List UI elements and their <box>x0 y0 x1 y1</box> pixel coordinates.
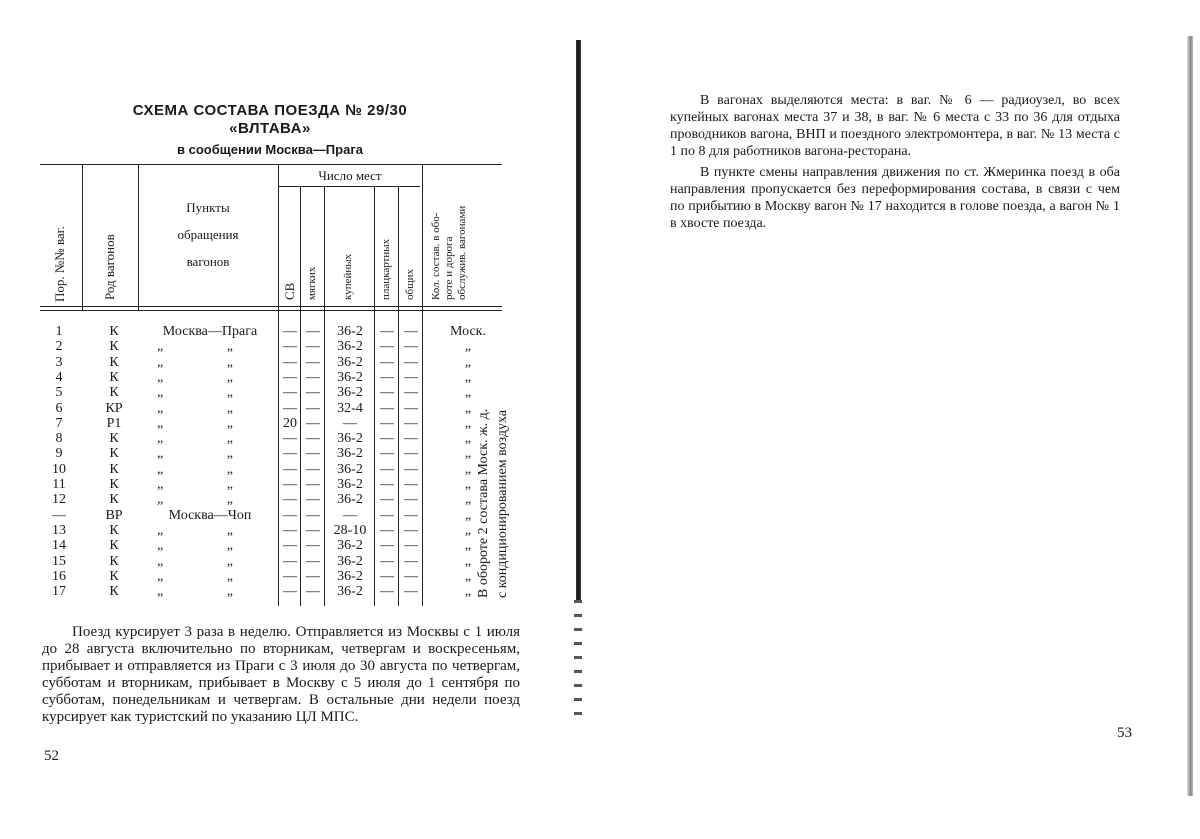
cell-pts: „ „ <box>157 431 263 447</box>
header-bottom-rule <box>40 306 502 307</box>
cell-num: 15 <box>52 553 66 569</box>
cell-pts: „ „ <box>157 354 263 370</box>
cell-pts: „ „ <box>157 400 263 416</box>
table-row <box>40 538 540 553</box>
cell-kupe: — <box>343 415 357 431</box>
cell-pts: „ „ <box>157 584 263 600</box>
table-top-rule <box>40 164 502 165</box>
cell-num: 14 <box>52 538 66 554</box>
cell-note: „ <box>464 400 472 416</box>
cell-sv: 20 <box>283 415 297 431</box>
cell-obsh: — <box>404 431 418 447</box>
cell-pts: Москва—Прага <box>162 324 258 339</box>
cell-type: К <box>109 522 119 538</box>
cell-note: „ <box>464 522 472 538</box>
table-row <box>40 569 540 584</box>
cell-soft: — <box>306 568 320 584</box>
header-obsh: общих <box>404 269 416 300</box>
table-row <box>40 492 540 507</box>
cell-soft: — <box>306 522 320 538</box>
cell-type: К <box>109 339 119 355</box>
left-page <box>0 0 560 839</box>
cell-soft: — <box>306 431 320 447</box>
cell-type: ВР <box>105 507 123 523</box>
cell-sv: — <box>283 446 297 462</box>
cell-kupe: 36-2 <box>337 553 363 569</box>
table-row <box>40 355 540 370</box>
cell-soft: — <box>306 584 320 600</box>
cell-pts: „ „ <box>157 553 263 569</box>
table-row <box>40 401 540 416</box>
header-note-2: роте и дорога <box>443 236 455 300</box>
header-note-3: обслужив. вагонами <box>456 205 468 300</box>
schedule-paragraph: Поезд курсирует 3 раза в неделю. Отправляется из Москвы с 1 июля до 28 августа включительно по вторникам, четвергам и воскресеньям, прибывает и отправляется из Праги с 3 июля до 30 августа по четвергам, субботам и вторникам, прибывает в Москву с 5 июля до 1 сентября по субботам, понедельникам и четвергам. В остальные дни недели поезд курсирует как туристский по указанию ЦЛ МПС. <box>42 624 520 725</box>
cell-plac: — <box>380 415 394 431</box>
cell-pts: „ „ <box>157 415 263 431</box>
seats-allocation-paragraph: В вагонах выделяются места: в ваг. № 6 — радиоузел, во всех купейных вагонах места 37 и 38, в ваг. № 6 места с 33 по 36 для отдыха проводников вагона, ВНП и поездного электромонтера, в ваг. № 13 места с 1 по 8 для работников вагона-ресторана. <box>670 93 1120 159</box>
cell-num: 1 <box>55 324 63 339</box>
cell-plac: — <box>380 354 394 370</box>
cell-num: 7 <box>55 415 63 431</box>
header-points-2: обращения <box>177 227 239 242</box>
cell-type: К <box>109 446 119 462</box>
header-points-1: Пункты <box>186 200 230 215</box>
cell-num: 3 <box>55 354 63 370</box>
cell-plac: — <box>380 324 394 339</box>
cell-num: 2 <box>55 339 63 355</box>
cell-soft: — <box>306 415 320 431</box>
cell-sv: — <box>283 553 297 569</box>
cell-sv: — <box>283 354 297 370</box>
cell-soft: — <box>306 477 320 492</box>
cell-pts: Москва—Чоп <box>168 507 252 523</box>
cell-type: К <box>109 584 119 600</box>
cell-type: К <box>109 461 119 477</box>
cell-note: „ <box>464 507 472 523</box>
cell-type: К <box>109 492 119 508</box>
cell-plac: — <box>380 584 394 600</box>
cell-note: „ <box>464 538 472 554</box>
table-row <box>40 462 540 477</box>
cell-plac: — <box>380 538 394 554</box>
cell-plac: — <box>380 492 394 508</box>
cell-obsh: — <box>404 385 418 401</box>
cell-note: „ <box>464 492 472 508</box>
cell-type: К <box>109 553 119 569</box>
title-line-1: СХЕМА СОСТАВА ПОЕЗДА № 29/30 <box>132 102 408 119</box>
cell-type: К <box>109 324 119 339</box>
cell-sv: — <box>283 507 297 523</box>
cell-obsh: — <box>404 369 418 385</box>
cell-kupe: 36-2 <box>337 477 363 492</box>
cell-kupe: 32-4 <box>337 400 363 416</box>
cell-num: 6 <box>55 400 63 416</box>
cell-pts: „ „ <box>157 446 263 462</box>
cell-type: К <box>109 385 119 401</box>
cell-soft: — <box>306 339 320 355</box>
cell-note: „ <box>464 477 472 492</box>
page-number-right: 53 <box>1117 725 1132 741</box>
table-row <box>40 446 540 461</box>
cell-soft: — <box>306 538 320 554</box>
cell-plac: — <box>380 431 394 447</box>
cell-plac: — <box>380 339 394 355</box>
header-note-1: Кол. состав. в обо- <box>430 212 442 300</box>
cell-soft: — <box>306 446 320 462</box>
table-row <box>40 431 540 446</box>
cell-obsh: — <box>404 461 418 477</box>
cell-plac: — <box>380 446 394 462</box>
header-soft: мягких <box>306 266 318 300</box>
cell-pts: „ „ <box>157 369 263 385</box>
cell-type: К <box>109 431 119 447</box>
col-rule-1 <box>82 164 83 310</box>
cell-pts: „ „ <box>157 522 263 538</box>
cell-soft: — <box>306 385 320 401</box>
cell-sv: — <box>283 477 297 492</box>
cell-sv: — <box>283 369 297 385</box>
cell-pts: „ „ <box>157 385 263 401</box>
cell-type: К <box>109 369 119 385</box>
cell-sv: — <box>283 584 297 600</box>
cell-pts: „ „ <box>157 477 263 492</box>
table-row <box>40 385 540 400</box>
cell-note: „ <box>464 415 472 431</box>
table-row <box>40 324 540 339</box>
cell-num: 11 <box>52 477 66 492</box>
cell-plac: — <box>380 369 394 385</box>
table-row <box>40 477 540 492</box>
cell-pts: „ „ <box>157 461 263 477</box>
cell-obsh: — <box>404 522 418 538</box>
cell-pts: „ „ <box>157 492 263 508</box>
cell-note: „ <box>464 461 472 477</box>
cell-plac: — <box>380 477 394 492</box>
cell-plac: — <box>380 507 394 523</box>
cell-kupe: 36-2 <box>337 492 363 508</box>
cell-obsh: — <box>404 538 418 554</box>
cell-kupe: — <box>343 507 357 523</box>
page-subtitle: в сообщении Москва—Прага <box>177 142 363 157</box>
cell-num: 13 <box>52 522 66 538</box>
cell-plac: — <box>380 461 394 477</box>
cell-obsh: — <box>404 477 418 492</box>
cell-note: „ <box>464 354 472 370</box>
cell-sv: — <box>283 400 297 416</box>
cell-plac: — <box>380 522 394 538</box>
side-note-line-1: В обороте 2 состава Моск. ж. д. <box>476 408 491 598</box>
cell-obsh: — <box>404 568 418 584</box>
table-row <box>40 523 540 538</box>
cell-kupe: 36-2 <box>337 568 363 584</box>
cell-obsh: — <box>404 584 418 600</box>
cell-kupe: 36-2 <box>337 324 363 339</box>
cell-plac: — <box>380 385 394 401</box>
cell-note: „ <box>464 584 472 600</box>
cell-soft: — <box>306 400 320 416</box>
cell-soft: — <box>306 553 320 569</box>
table-row <box>40 370 540 385</box>
cell-sv: — <box>283 538 297 554</box>
cell-sv: — <box>283 324 297 339</box>
cell-obsh: — <box>404 553 418 569</box>
cell-num: 5 <box>55 385 63 401</box>
cell-type: К <box>109 354 119 370</box>
cell-note: „ <box>464 339 472 355</box>
cell-kupe: 36-2 <box>337 461 363 477</box>
side-note <box>474 409 512 598</box>
cell-sv: — <box>283 385 297 401</box>
cell-obsh: — <box>404 400 418 416</box>
cell-obsh: — <box>404 339 418 355</box>
cell-pts: „ „ <box>157 568 263 584</box>
cell-note: „ <box>464 369 472 385</box>
cell-soft: — <box>306 461 320 477</box>
cell-soft: — <box>306 369 320 385</box>
cell-kupe: 36-2 <box>337 584 363 600</box>
cell-sv: — <box>283 339 297 355</box>
cell-kupe: 36-2 <box>337 446 363 462</box>
table-row <box>40 554 540 569</box>
cell-plac: — <box>380 568 394 584</box>
cell-note: „ <box>464 568 472 584</box>
cell-kupe: 36-2 <box>337 431 363 447</box>
table-row <box>40 416 540 431</box>
cell-soft: — <box>306 507 320 523</box>
cell-soft: — <box>306 492 320 508</box>
cell-type: Р1 <box>106 415 122 431</box>
cell-type: К <box>109 538 119 554</box>
table-row <box>40 508 540 523</box>
book-spine-specks <box>574 600 582 720</box>
header-bottom-rule-2 <box>40 310 502 311</box>
cell-sv: — <box>283 492 297 508</box>
cell-num: 16 <box>52 568 66 584</box>
cell-obsh: — <box>404 415 418 431</box>
cell-note: „ <box>464 431 472 447</box>
cell-sv: — <box>283 431 297 447</box>
cell-soft: — <box>306 354 320 370</box>
cell-plac: — <box>380 553 394 569</box>
page-edge <box>1187 36 1193 796</box>
cell-type: К <box>109 568 119 584</box>
cell-obsh: — <box>404 507 418 523</box>
cell-sv: — <box>283 461 297 477</box>
cell-obsh: — <box>404 354 418 370</box>
cell-num: 8 <box>55 431 63 447</box>
header-seats: Число мест <box>318 168 382 183</box>
cell-num: 9 <box>55 446 63 462</box>
cell-note: Моск. <box>450 324 486 339</box>
cell-num: 17 <box>52 584 66 600</box>
table-row <box>40 339 540 354</box>
side-note-line-2: с кондиционированием воздуха <box>495 409 510 598</box>
cell-obsh: — <box>404 446 418 462</box>
header-sv: СВ <box>282 282 297 300</box>
cell-note: „ <box>464 446 472 462</box>
table-row <box>40 584 540 599</box>
cell-obsh: — <box>404 492 418 508</box>
cell-num: 12 <box>52 492 66 508</box>
title-line-2: «ВЛТАВА» <box>229 120 311 137</box>
cell-obsh: — <box>404 324 418 339</box>
cell-kupe: 36-2 <box>337 538 363 554</box>
cell-sv: — <box>283 568 297 584</box>
cell-kupe: 28-10 <box>333 522 367 538</box>
col-rule-2 <box>138 164 139 310</box>
page-title <box>110 102 430 138</box>
book-spine <box>576 40 581 600</box>
cell-sv: — <box>283 522 297 538</box>
cell-type: К <box>109 477 119 492</box>
cell-kupe: 36-2 <box>337 369 363 385</box>
cell-plac: — <box>380 400 394 416</box>
direction-change-paragraph: В пункте смены направления движения по ст. Жмеринка поезд в оба направления пропускается без переформирования состава, в связи с чем по прибытию в Москву вагон № 17 находится в голове поезда, а вагон № 1 в хвосте поезда. <box>670 165 1120 231</box>
cell-kupe: 36-2 <box>337 354 363 370</box>
header-plac: плацкартных <box>380 238 392 300</box>
cell-num: 10 <box>52 461 66 477</box>
cell-note: „ <box>464 385 472 401</box>
header-num: Пор. №№ ваг. <box>52 226 67 302</box>
header-kupe: купейных <box>342 253 354 300</box>
cell-kupe: 36-2 <box>337 339 363 355</box>
cell-type: КР <box>105 400 123 416</box>
cell-pts: „ „ <box>157 538 263 554</box>
cell-soft: — <box>306 324 320 339</box>
page-number-left: 52 <box>44 748 59 764</box>
cell-num: 4 <box>55 369 63 385</box>
cell-pts: „ „ <box>157 339 263 355</box>
cell-note: „ <box>464 553 472 569</box>
cell-num: — <box>52 507 66 523</box>
header-points-3: вагонов <box>186 254 230 269</box>
cell-kupe: 36-2 <box>337 385 363 401</box>
header-type: Род вагонов <box>102 234 117 300</box>
